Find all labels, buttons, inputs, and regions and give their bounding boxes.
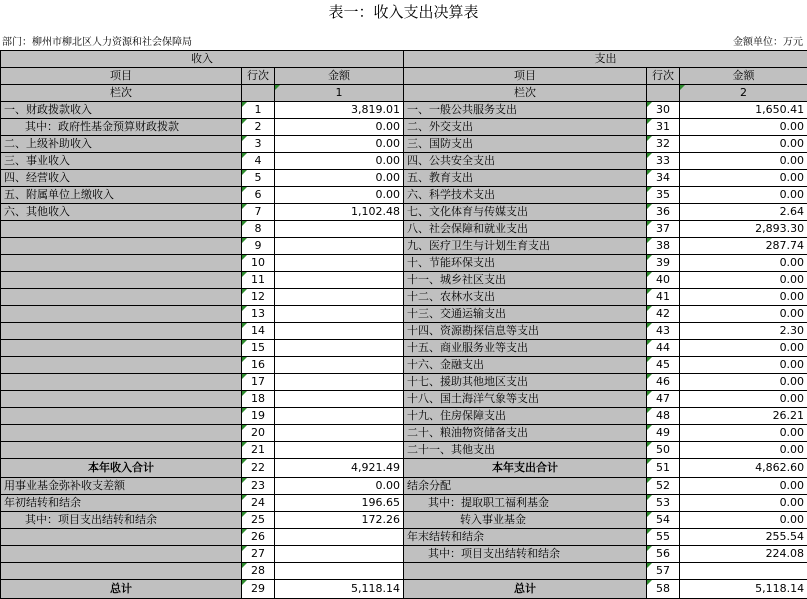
table-row [1, 204, 807, 221]
table-row [1, 442, 807, 459]
expense-item: 二十、粮油物资储备支出 [404, 425, 647, 442]
income-amount [275, 391, 404, 408]
expense-item [404, 563, 647, 580]
income-amount: 3,819.01 [275, 102, 404, 119]
table-row [1, 357, 807, 374]
income-amount [275, 238, 404, 255]
income-amount [275, 306, 404, 323]
expense-item: 十二、农林水支出 [404, 289, 647, 306]
income-line-no: 26 [242, 529, 275, 546]
expense-line-no: 33 [647, 153, 680, 170]
expense-item: 十九、住房保障支出 [404, 408, 647, 425]
expense-amount: 26.21 [680, 408, 807, 425]
table-row [1, 272, 807, 289]
table-body [1, 102, 807, 599]
table-row [1, 425, 807, 442]
expense-item: 五、教育支出 [404, 170, 647, 187]
expense-item: 其中：提取职工福利基金 [404, 495, 647, 512]
income-line-no: 13 [242, 306, 275, 323]
expense-amount: 0.00 [680, 391, 807, 408]
expense-item: 六、科学技术支出 [404, 187, 647, 204]
income-line-no: 12 [242, 289, 275, 306]
income-amount: 1,102.48 [275, 204, 404, 221]
expense-item: 四、公共安全支出 [404, 153, 647, 170]
expense-item: 总计 [404, 580, 647, 599]
expense-line-no: 41 [647, 289, 680, 306]
income-item [1, 289, 242, 306]
expense-amount: 0.00 [680, 255, 807, 272]
expense-line-no: 32 [647, 136, 680, 153]
expense-line-no: 37 [647, 221, 680, 238]
expense-line-no: 50 [647, 442, 680, 459]
income-line-no: 18 [242, 391, 275, 408]
income-column-blank [242, 85, 275, 102]
expense-line-no: 46 [647, 374, 680, 391]
income-item [1, 340, 242, 357]
income-amount [275, 221, 404, 238]
income-amount [275, 425, 404, 442]
table-row [1, 459, 807, 478]
income-line-no: 10 [242, 255, 275, 272]
expense-amount: 0.00 [680, 289, 807, 306]
expense-amount: 2.30 [680, 323, 807, 340]
table-row [1, 238, 807, 255]
expense-amount: 0.00 [680, 187, 807, 204]
income-amount [275, 546, 404, 563]
income-amount: 172.26 [275, 512, 404, 529]
expense-amount: 0.00 [680, 272, 807, 289]
income-amount [275, 340, 404, 357]
expense-item: 三、国防支出 [404, 136, 647, 153]
income-item [1, 408, 242, 425]
income-line-no: 3 [242, 136, 275, 153]
income-line-header: 行次 [242, 68, 275, 85]
table-row [1, 221, 807, 238]
expense-item: 十三、交通运输支出 [404, 306, 647, 323]
table-row [1, 136, 807, 153]
income-amount-header: 金额 [275, 68, 404, 85]
expense-column-label: 栏次 [404, 85, 647, 102]
expense-amount: 0.00 [680, 136, 807, 153]
expense-amount: 4,862.60 [680, 459, 807, 478]
expense-item: 十一、城乡社区支出 [404, 272, 647, 289]
income-item: 本年收入合计 [1, 459, 242, 478]
expense-line-no: 57 [647, 563, 680, 580]
income-item [1, 272, 242, 289]
income-item [1, 546, 242, 563]
income-line-no: 16 [242, 357, 275, 374]
expense-line-no: 56 [647, 546, 680, 563]
table-row [1, 408, 807, 425]
expense-amount: 0.00 [680, 340, 807, 357]
income-amount: 0.00 [275, 136, 404, 153]
income-line-no: 29 [242, 580, 275, 599]
table-row [1, 102, 807, 119]
expense-line-no: 43 [647, 323, 680, 340]
table-row [1, 340, 807, 357]
expense-line-no: 47 [647, 391, 680, 408]
table-row [1, 580, 807, 599]
department-label: 部门：柳州市柳北区人力资源和社会保障局 [2, 36, 192, 50]
table-row [1, 512, 807, 529]
expense-item: 十、节能环保支出 [404, 255, 647, 272]
expense-line-no: 52 [647, 478, 680, 495]
table-row [1, 529, 807, 546]
table-row [1, 289, 807, 306]
income-item [1, 529, 242, 546]
expense-amount: 0.00 [680, 357, 807, 374]
expense-column-blank [647, 85, 680, 102]
expense-section-header: 支出 [404, 51, 807, 68]
expense-amount: 1,650.41 [680, 102, 807, 119]
income-item: 一、财政拨款收入 [1, 102, 242, 119]
income-item: 三、事业收入 [1, 153, 242, 170]
table-row [1, 478, 807, 495]
income-line-no: 19 [242, 408, 275, 425]
expense-line-no: 48 [647, 408, 680, 425]
expense-amount: 0.00 [680, 374, 807, 391]
expense-line-no: 49 [647, 425, 680, 442]
expense-line-no: 51 [647, 459, 680, 478]
income-item [1, 442, 242, 459]
income-line-no: 15 [242, 340, 275, 357]
table-row [1, 306, 807, 323]
report-title: 表一：收入支出决算表 [0, 0, 807, 24]
expense-amount: 0.00 [680, 153, 807, 170]
expense-line-no: 31 [647, 119, 680, 136]
table-row [1, 546, 807, 563]
expense-item: 十四、资源勘探信息等支出 [404, 323, 647, 340]
expense-item-header: 项目 [404, 68, 647, 85]
expense-amount [680, 563, 807, 580]
expense-amount: 0.00 [680, 119, 807, 136]
expense-item: 十六、金融支出 [404, 357, 647, 374]
income-line-no: 23 [242, 478, 275, 495]
income-item: 用事业基金弥补收支差额 [1, 478, 242, 495]
income-amount [275, 442, 404, 459]
expense-amount-header: 金额 [680, 68, 807, 85]
income-item [1, 306, 242, 323]
income-item [1, 425, 242, 442]
income-item-header: 项目 [1, 68, 242, 85]
expense-line-no: 42 [647, 306, 680, 323]
expense-line-no: 38 [647, 238, 680, 255]
income-amount [275, 289, 404, 306]
expense-item: 九、医疗卫生与计划生育支出 [404, 238, 647, 255]
income-line-no: 20 [242, 425, 275, 442]
expense-item: 七、文化体育与传媒支出 [404, 204, 647, 221]
income-amount: 0.00 [275, 187, 404, 204]
income-amount [275, 529, 404, 546]
income-item: 六、其他收入 [1, 204, 242, 221]
expense-amount: 0.00 [680, 512, 807, 529]
expense-item: 本年支出合计 [404, 459, 647, 478]
income-line-no: 11 [242, 272, 275, 289]
expense-item: 年末结转和结余 [404, 529, 647, 546]
expense-line-header: 行次 [647, 68, 680, 85]
expense-item: 一、一般公共服务支出 [404, 102, 647, 119]
income-item: 二、上级补助收入 [1, 136, 242, 153]
income-amount: 5,118.14 [275, 580, 404, 599]
income-line-no: 14 [242, 323, 275, 340]
income-section-header: 收入 [1, 51, 404, 68]
expense-amount: 0.00 [680, 495, 807, 512]
table-row [1, 187, 807, 204]
income-column-number: 1 [275, 85, 404, 102]
expense-amount: 0.00 [680, 425, 807, 442]
expense-line-no: 30 [647, 102, 680, 119]
expense-amount: 287.74 [680, 238, 807, 255]
income-line-no: 7 [242, 204, 275, 221]
expense-amount: 2,893.30 [680, 221, 807, 238]
income-item [1, 357, 242, 374]
income-amount: 0.00 [275, 478, 404, 495]
expense-amount: 255.54 [680, 529, 807, 546]
income-amount [275, 408, 404, 425]
income-line-no: 22 [242, 459, 275, 478]
expense-line-no: 44 [647, 340, 680, 357]
income-item [1, 374, 242, 391]
income-line-no: 1 [242, 102, 275, 119]
income-item [1, 391, 242, 408]
income-line-no: 28 [242, 563, 275, 580]
expense-amount: 5,118.14 [680, 580, 807, 599]
expense-line-no: 36 [647, 204, 680, 221]
expense-item: 二、外交支出 [404, 119, 647, 136]
expense-line-no: 55 [647, 529, 680, 546]
income-line-no: 17 [242, 374, 275, 391]
expense-item: 二十一、其他支出 [404, 442, 647, 459]
expense-amount: 2.64 [680, 204, 807, 221]
expense-line-no: 40 [647, 272, 680, 289]
table-row [1, 170, 807, 187]
expense-amount: 0.00 [680, 478, 807, 495]
income-amount [275, 255, 404, 272]
income-item [1, 221, 242, 238]
expense-amount: 0.00 [680, 306, 807, 323]
income-line-no: 27 [242, 546, 275, 563]
income-amount [275, 357, 404, 374]
expense-column-number: 2 [680, 85, 807, 102]
income-line-no: 6 [242, 187, 275, 204]
expense-item: 结余分配 [404, 478, 647, 495]
income-item [1, 238, 242, 255]
expense-item: 十七、援助其他地区支出 [404, 374, 647, 391]
income-line-no: 5 [242, 170, 275, 187]
income-item [1, 563, 242, 580]
table-row [1, 391, 807, 408]
income-line-no: 24 [242, 495, 275, 512]
table-row [1, 255, 807, 272]
table-row [1, 323, 807, 340]
expense-item: 十八、国土海洋气象等支出 [404, 391, 647, 408]
income-line-no: 25 [242, 512, 275, 529]
income-item: 其中：政府性基金预算财政拨款 [1, 119, 242, 136]
table-row [1, 153, 807, 170]
expense-item: 十五、商业服务业等支出 [404, 340, 647, 357]
unit-label: 金额单位：万元 [733, 36, 803, 50]
income-amount [275, 374, 404, 391]
income-amount [275, 323, 404, 340]
expense-line-no: 53 [647, 495, 680, 512]
income-item [1, 255, 242, 272]
income-item: 年初结转和结余 [1, 495, 242, 512]
table-row [1, 563, 807, 580]
expense-line-no: 39 [647, 255, 680, 272]
income-item [1, 323, 242, 340]
expense-line-no: 34 [647, 170, 680, 187]
expense-item: 转入事业基金 [404, 512, 647, 529]
table-row [1, 495, 807, 512]
income-column-label: 栏次 [1, 85, 242, 102]
income-line-no: 4 [242, 153, 275, 170]
expense-amount: 0.00 [680, 442, 807, 459]
income-amount: 196.65 [275, 495, 404, 512]
expense-line-no: 35 [647, 187, 680, 204]
expense-amount: 224.08 [680, 546, 807, 563]
income-amount: 0.00 [275, 119, 404, 136]
income-amount [275, 563, 404, 580]
income-line-no: 2 [242, 119, 275, 136]
income-amount: 0.00 [275, 170, 404, 187]
income-item: 五、附属单位上缴收入 [1, 187, 242, 204]
table-row [1, 374, 807, 391]
expense-line-no: 45 [647, 357, 680, 374]
income-amount: 0.00 [275, 153, 404, 170]
income-item: 四、经营收入 [1, 170, 242, 187]
expense-amount: 0.00 [680, 170, 807, 187]
income-line-no: 9 [242, 238, 275, 255]
income-expense-table [0, 50, 807, 599]
income-line-no: 21 [242, 442, 275, 459]
income-amount: 4,921.49 [275, 459, 404, 478]
expense-line-no: 54 [647, 512, 680, 529]
expense-line-no: 58 [647, 580, 680, 599]
expense-item: 其中：项目支出结转和结余 [404, 546, 647, 563]
income-amount [275, 272, 404, 289]
expense-item: 八、社会保障和就业支出 [404, 221, 647, 238]
income-line-no: 8 [242, 221, 275, 238]
income-item: 总计 [1, 580, 242, 599]
table-row [1, 119, 807, 136]
income-item: 其中：项目支出结转和结余 [1, 512, 242, 529]
